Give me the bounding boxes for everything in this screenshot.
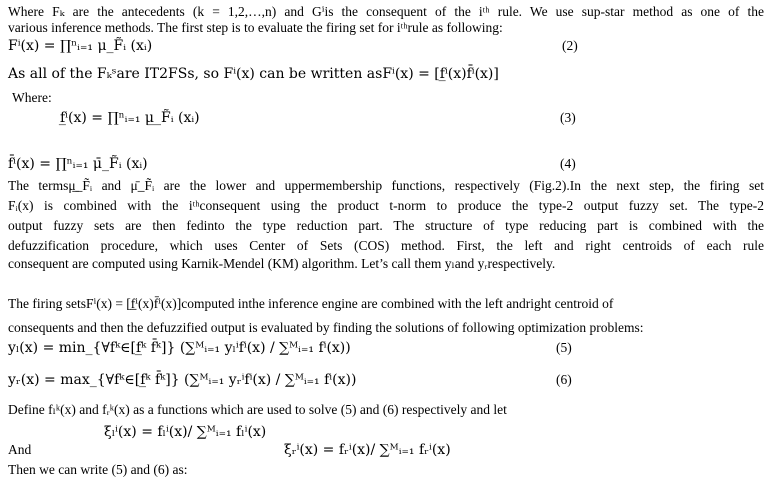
equation-6-number: (6) [556, 372, 572, 387]
paragraph2-line4: defuzzification procedure, which uses Center of Sets (COS) method. First, the left and right centroids of each rule [8, 238, 764, 253]
equation-5-number: (5) [556, 340, 572, 355]
equation-6: yᵣ(x) = max_{∀fᵏ∈[f̲ᵏ f̄ᵏ]} (∑ᴹᵢ₌₁ yᵣⁱfⁱ(x) / ∑ᴹᵢ₌₁ fⁱ(x)) [8, 372, 357, 388]
define-line: Define fₗᵏ(x) and fᵣᵏ(x) as a functions which are used to solve (5) and (6) respectively and let [8, 402, 507, 417]
equation-5: yₗ(x) = min_{∀fᵏ∈[f̲ᵏ f̄ᵏ]} (∑ᴹᵢ₌₁ yₗⁱfⁱ(x) / ∑ᴹᵢ₌₁ fⁱ(x)) [8, 340, 351, 356]
equation-4: f̄ⁱ(x) = ∏ⁿᵢ₌₁ μ̄_F̃ᵢ (xᵢ) [8, 156, 148, 172]
where-label: Where: [12, 90, 52, 105]
equation-2-number: (2) [562, 38, 578, 53]
xi-right-equation: ξᵣⁱ(x) = fᵣⁱ(x)/ ∑ᴹᵢ₌₁ fᵣⁱ(x) [284, 442, 451, 458]
equation-3: f̲ⁱ(x) = ∏ⁿᵢ₌₁ μ̲_F̃ᵢ (xᵢ) [60, 110, 200, 126]
paragraph2-line5: consequent are computed using Karnik-Mendel (KM) algorithm. Let’s call them yₗand yᵣrespectively. [8, 256, 556, 271]
last-line: Then we can write (5) and (6) as: [8, 462, 188, 477]
equation-4-number: (4) [560, 156, 576, 171]
paragraph3-line2: consequents and then the defuzzified output is evaluated by finding the solutions of following optimization problems: [8, 320, 644, 335]
xi-left-equation: ξₗⁱ(x) = fₗⁱ(x)/ ∑ᴹᵢ₌₁ fₗⁱ(x) [104, 424, 267, 440]
paragraph2-line2: Fᵢ(x) is combined with the iᵗʰconsequent using the product t-norm to produce the type-2 output fuzzy set. The type-2 [8, 198, 764, 213]
equation-2: Fⁱ(x) = ∏ⁿᵢ₌₁ μ_F̃ᵢ (xᵢ) [8, 38, 153, 54]
paragraph1-line1: Where Fₖ are the antecedents (k = 1,2,…,n) and Gⁱis the consequent of the iᵗʰ rule. We use sup-star method as one of the [8, 4, 764, 19]
it2fs-line: As all of the Fₖˢare IT2FSs, so Fⁱ(x) can be written asFⁱ(x) = [f̲ⁱ(x)f̄ⁱ(x)] [8, 66, 499, 82]
paragraph1-line2: various inference methods. The first step is to evaluate the firing set for iᵗʰrule as following: [8, 20, 503, 35]
and-label: And [8, 442, 32, 457]
paragraph2-line1: The termsμ̲_F̃ᵢ and μ̄_F̃ᵢ are the lower and uppermembership functions, respectively (Fig.2).In the next step, the firing set [8, 178, 764, 193]
paragraph2-line3: output fuzzy sets are then fedinto the type reduction part. The structure of type reducing part is combined with the [8, 218, 764, 233]
equation-3-number: (3) [560, 110, 576, 125]
paragraph3-line1: The firing setsFⁱ(x) = [f̲ⁱ(x)f̄ⁱ(x)]computed inthe inference engine are combined with the left andright centroid of [8, 296, 614, 311]
